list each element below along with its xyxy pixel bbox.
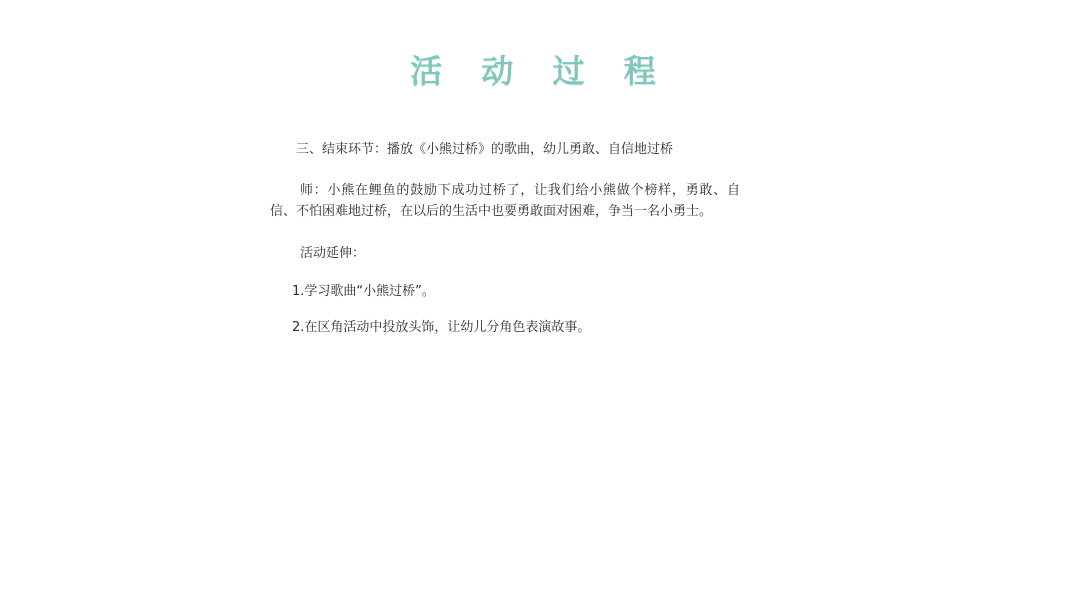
slide-body [270, 140, 740, 354]
paragraph-extension-item-2: 2.在区角活动中投放头饰，让幼儿分角色表演故事。 [292, 320, 591, 335]
paragraph-extension-item-1: 1.学习歌曲“小熊过桥”。 [292, 284, 435, 299]
paragraph-extension-heading: 活动延伸： [300, 246, 366, 261]
page-title: 活 动 过 程 [410, 52, 670, 90]
paragraph-closing-activity: 三、结束环节：播放《小熊过桥》的歌曲，幼儿勇敢、自信地过桥 [296, 142, 674, 157]
paragraph-teacher-speech: 师：小熊在鲤鱼的鼓励下成功过桥了，让我们给小熊做个榜样，勇敢、自信、不怕困难地过桥，在以后的生活中也要勇敢面对困难，争当一名小勇士。 [270, 183, 740, 219]
